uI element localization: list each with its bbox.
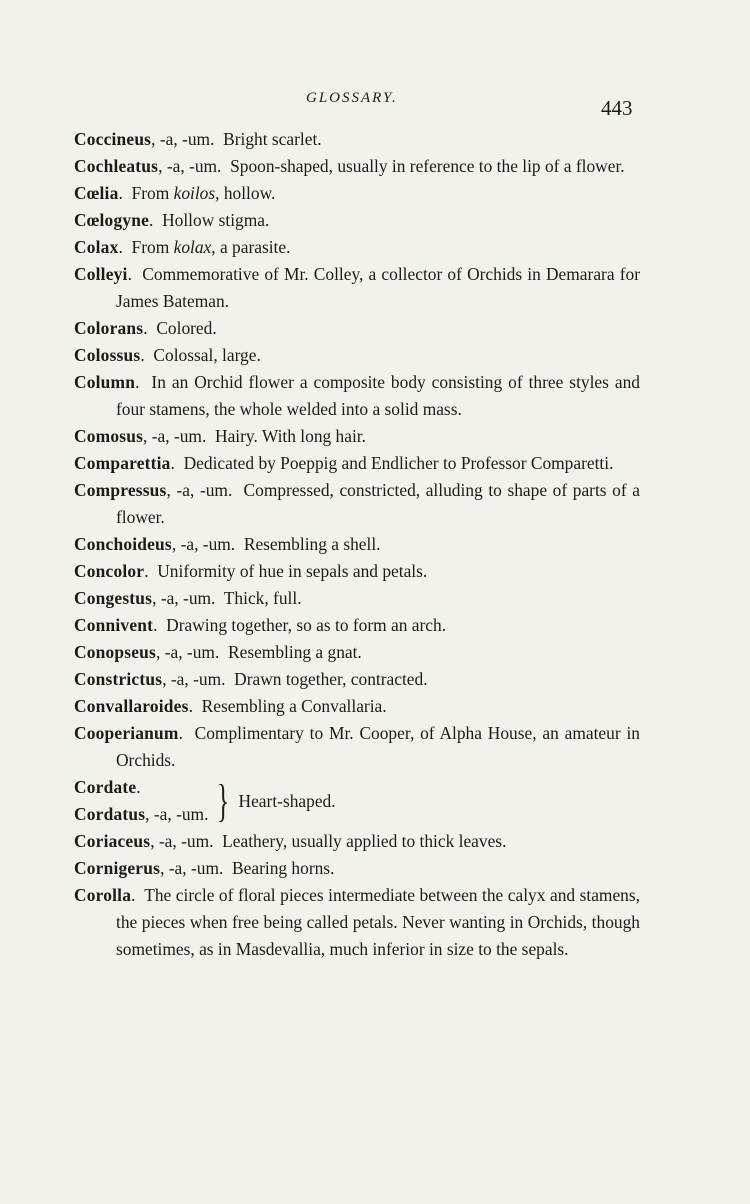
entry-suffix: , -a, -um. xyxy=(166,480,233,500)
glossary-entry xyxy=(74,342,640,369)
entry-suffix: . xyxy=(143,318,148,338)
glossary-entry xyxy=(74,531,640,558)
glossary-entry-group xyxy=(74,774,640,828)
glossary-entry xyxy=(74,477,640,531)
entry-definition: Dedicated by Poeppig and Endlicher to Professor Comparetti. xyxy=(183,453,614,473)
entry-term: Connivent xyxy=(74,615,154,635)
entry-definition-after: , hollow. xyxy=(215,183,276,203)
entry-definition: Leathery, usually applied to thick leaves. xyxy=(222,831,507,851)
glossary-entry xyxy=(74,450,640,477)
entry-suffix: , -a, -um. xyxy=(143,426,207,446)
entry-suffix: , -a, -um. xyxy=(158,156,222,176)
entry-suffix: , -a, -um. xyxy=(145,804,209,824)
glossary-entry xyxy=(74,855,640,882)
entry-term: Colorans xyxy=(74,318,144,338)
entry-term: Coccineus xyxy=(74,129,152,149)
entry-suffix: , -a, -um. xyxy=(160,858,224,878)
entry-suffix: , -a, -um. xyxy=(162,669,226,689)
entry-term: Comosus xyxy=(74,426,144,446)
entry-definition-after: , a parasite. xyxy=(211,237,291,257)
entry-term: Coriaceus xyxy=(74,831,151,851)
entry-suffix: . xyxy=(149,210,154,230)
glossary-entry xyxy=(74,180,640,207)
entry-definition: Drawing together, so as to form an arch. xyxy=(166,615,447,635)
brace-icon: } xyxy=(217,775,230,826)
entry-definition: Bright scarlet. xyxy=(223,129,322,149)
glossary-entry xyxy=(74,693,640,720)
entry-suffix: , -a, -um. xyxy=(152,588,216,608)
glossary-entry xyxy=(74,423,640,450)
entry-term: Cœlia xyxy=(74,183,119,203)
glossary-entry xyxy=(74,234,640,261)
entry-definition: The circle of floral pieces intermediate between the calyx and stamens, the pieces when free being called petals. Never wanting in Orchids, though sometimes, as in Masdevallia, much inferior in size to the sepals. xyxy=(116,885,640,959)
entry-suffix: . xyxy=(135,372,140,392)
entry-definition-before: From xyxy=(131,237,174,257)
entry-suffix: . xyxy=(136,777,141,797)
entry-term: Cordatus xyxy=(74,804,146,824)
entry-suffix: , -a, -um. xyxy=(171,534,236,554)
entry-suffix: . xyxy=(170,453,175,473)
entry-definition: Resembling a Convallaria. xyxy=(201,696,387,716)
glossary-entry xyxy=(74,828,640,855)
entry-term: Compressus xyxy=(74,480,167,500)
entry-term: Concolor xyxy=(74,561,145,581)
entry-suffix: . xyxy=(153,615,158,635)
entry-definition: Complimentary to Mr. Cooper, of Alpha House, an amateur in Orchids. xyxy=(116,723,640,770)
glossary-entry xyxy=(74,153,640,180)
entry-definition: Bearing horns. xyxy=(232,858,335,878)
page-number: 443 xyxy=(601,96,633,120)
glossary-entry xyxy=(74,126,640,153)
glossary-entry xyxy=(74,639,640,666)
glossary-list xyxy=(74,126,640,963)
glossary-entry xyxy=(74,720,640,774)
entry-definition: Heart-shaped. xyxy=(238,790,336,811)
entry-definition: Hairy. With long hair. xyxy=(215,426,366,446)
entry-term: Colax xyxy=(74,237,119,257)
entry-suffix: . xyxy=(188,696,193,716)
entry-definition: In an Orchid flower a composite body consisting of three styles and four stamens, the whole welded into a solid mass. xyxy=(116,372,640,419)
entry-definition: Colossal, large. xyxy=(153,345,261,365)
entry-definition-italic: kolax xyxy=(173,237,212,257)
entry-term: Cordate xyxy=(74,777,137,797)
entry-term: Corolla xyxy=(74,885,132,905)
entry-term: Cœlogyne xyxy=(74,210,150,230)
entry-term: Cooperianum xyxy=(74,723,179,743)
entry-suffix: . xyxy=(118,237,123,257)
entry-suffix: . xyxy=(131,885,136,905)
entry-definition: Commemorative of Mr. Colley, a collector of Orchids in Demarara for James Bateman. xyxy=(116,264,640,311)
glossary-entry xyxy=(74,315,640,342)
entry-suffix: . xyxy=(118,183,123,203)
glossary-entry xyxy=(74,666,640,693)
entry-term: Congestus xyxy=(74,588,153,608)
entry-suffix: . xyxy=(140,345,145,365)
glossary-entry xyxy=(74,261,640,315)
entry-term: Cochleatus xyxy=(74,156,159,176)
glossary-entry xyxy=(74,585,640,612)
entry-term: Column xyxy=(74,372,136,392)
entry-term: Conopseus xyxy=(74,642,157,662)
glossary-entry xyxy=(74,558,640,585)
entry-term: Comparettia xyxy=(74,453,171,473)
page-header xyxy=(0,90,750,120)
entry-definition: Resembling a gnat. xyxy=(228,642,362,662)
entry-definition: Compressed, constricted, alluding to shape of parts of a flower. xyxy=(116,480,640,527)
entry-term: Conchoideus xyxy=(74,534,172,554)
group-terms xyxy=(74,774,208,828)
glossary-entry xyxy=(74,612,640,639)
entry-suffix: . xyxy=(178,723,183,743)
glossary-entry xyxy=(74,369,640,423)
glossary-entry xyxy=(74,207,640,234)
entry-definition: Hollow stigma. xyxy=(162,210,270,230)
entry-definition: Spoon-shaped, usually in reference to the lip of a flower. xyxy=(230,156,625,176)
entry-term: Constrictus xyxy=(74,669,163,689)
entry-suffix: , -a, -um. xyxy=(151,129,215,149)
running-title: GLOSSARY. xyxy=(306,90,398,106)
entry-definition: Colored. xyxy=(156,318,217,338)
entry-term: Colleyi xyxy=(74,264,128,284)
entry-term: Colossus xyxy=(74,345,141,365)
glossary-entry xyxy=(74,882,640,963)
entry-suffix: , -a, -um. xyxy=(150,831,214,851)
entry-suffix: . xyxy=(144,561,149,581)
entry-term: Cornigerus xyxy=(74,858,161,878)
entry-suffix: . xyxy=(127,264,132,284)
entry-definition: Resembling a shell. xyxy=(243,534,381,554)
entry-definition: Drawn together, contracted. xyxy=(234,669,428,689)
entry-term: Convallaroides xyxy=(74,696,189,716)
entry-definition-italic: koilos xyxy=(173,183,216,203)
entry-definition: Uniformity of hue in sepals and petals. xyxy=(157,561,428,581)
entry-suffix: , -a, -um. xyxy=(156,642,220,662)
entry-definition-before: From xyxy=(131,183,174,203)
entry-definition: Thick, full. xyxy=(223,588,302,608)
